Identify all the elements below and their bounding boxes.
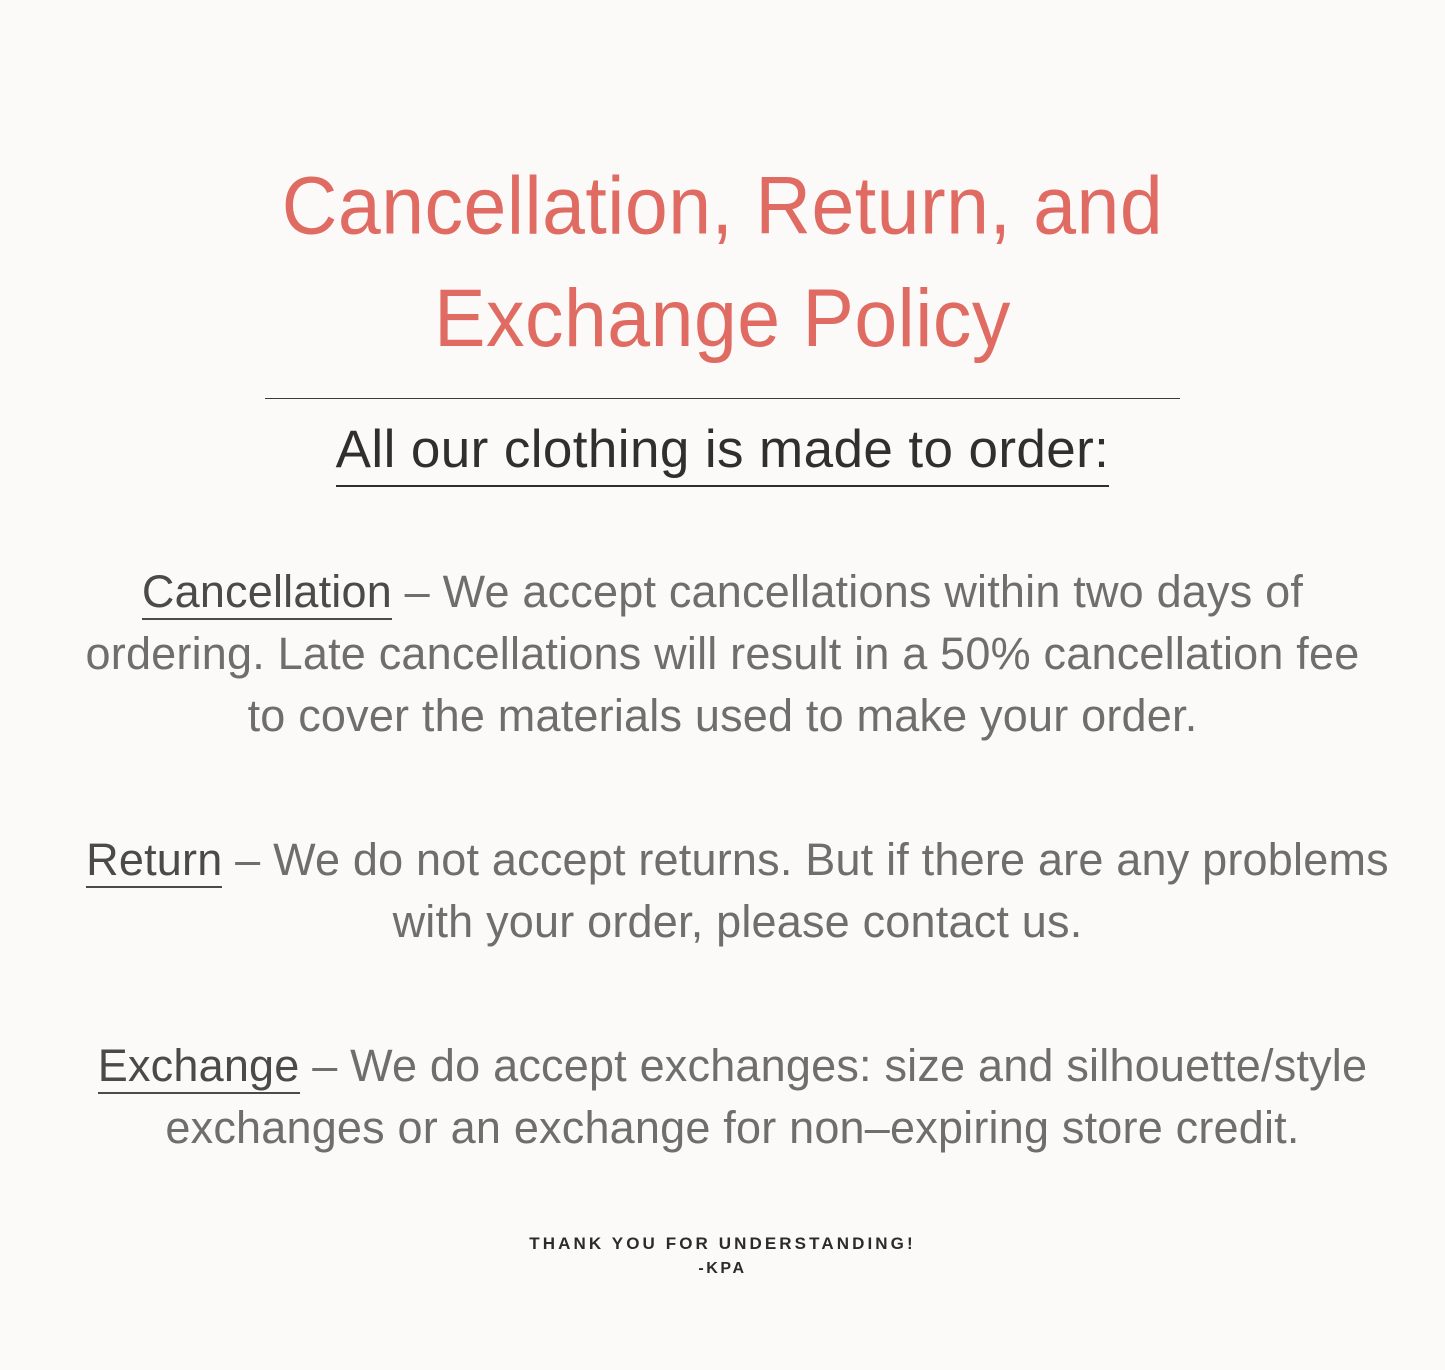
- section-cancellation-body: – We accept cancellations within two days of ordering. Late cancellations will result in a 50% cancellation fee to cover the materials used to make your order.: [85, 565, 1360, 741]
- footer-thanks: THANK YOU FOR UNDERSTANDING!: [529, 1234, 916, 1253]
- subtitle-block: [0, 417, 1445, 487]
- horizontal-rule: [265, 398, 1180, 399]
- section-cancellation-lead: Cancellation: [142, 566, 392, 620]
- section-cancellation: [73, 561, 1373, 747]
- section-exchange-body: – We do accept exchanges: size and silhouette/style exchanges or an exchange for non–expiring store credit.: [165, 1040, 1368, 1154]
- section-return: [73, 829, 1403, 953]
- section-exchange-lead: Exchange: [98, 1040, 300, 1094]
- footer: [0, 1234, 1445, 1278]
- section-exchange: [73, 1035, 1393, 1159]
- footer-signature: -KPA: [698, 1260, 747, 1277]
- title-block: [0, 0, 1445, 363]
- policy-sections: [73, 561, 1389, 1160]
- page-title: Cancellation, Return, and Exchange Policy: [281, 160, 1164, 365]
- section-return-lead: Return: [86, 834, 222, 888]
- section-return-body: – We do not accept returns. But if there are any problems with your order, please contact us.: [222, 834, 1389, 948]
- subtitle: All our clothing is made to order:: [336, 417, 1110, 487]
